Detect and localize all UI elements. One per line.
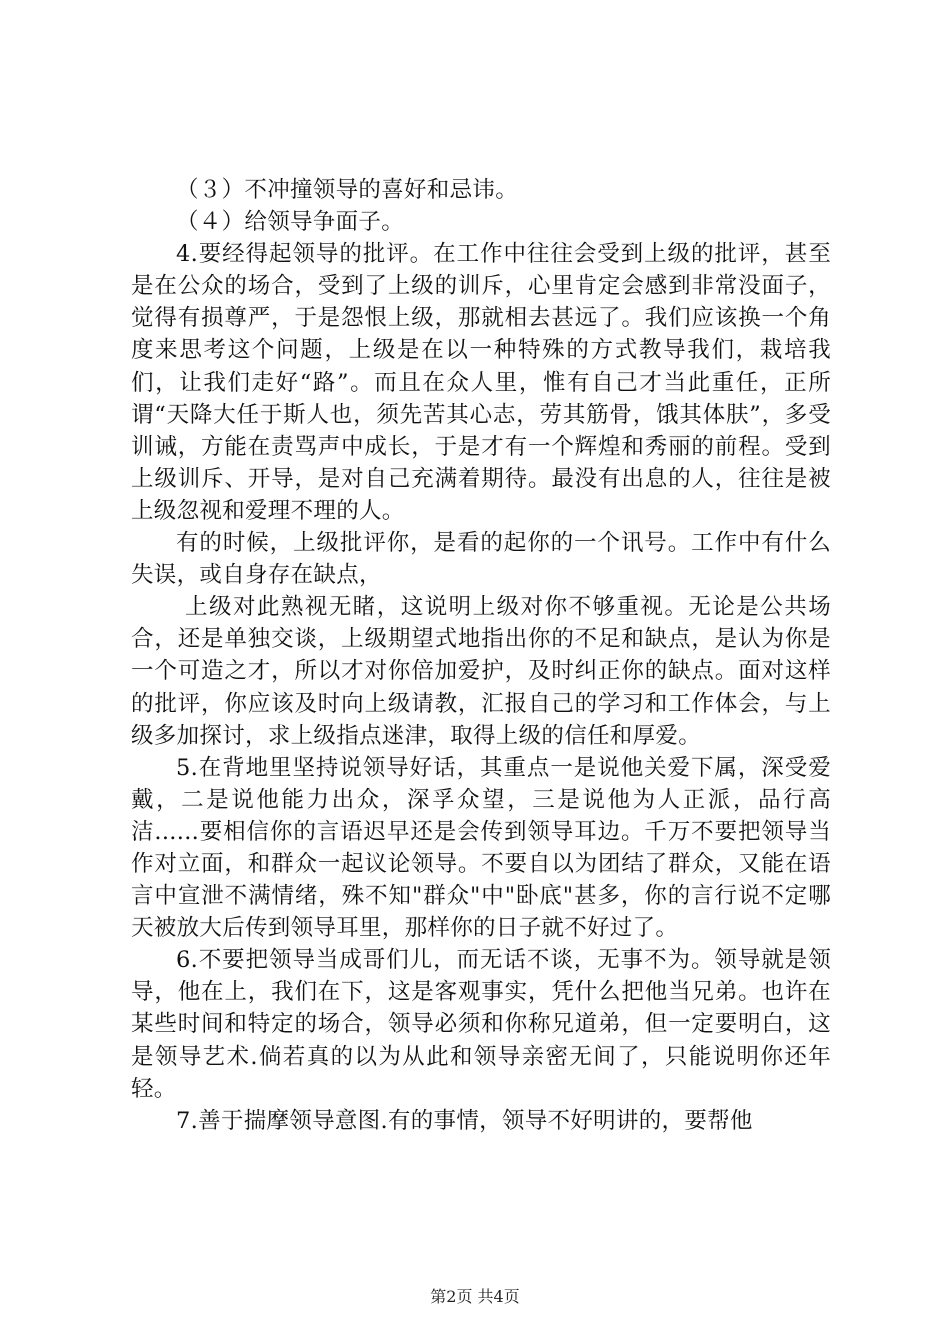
paragraph-criticism-continued: 上级对此熟视无睹，这说明上级对你不够重视。无论是公共场合，还是单独交谈，上级期望式地指出你的不足和缺点，是认为你是一个可造之才，所以才对你倍加爱护，及时纠正你的缺点。面对这样的批评，你应该及时向上级请教，汇报自己的学习和工作体会，与上级多加探讨，求上级指点迷津，取得上级的信任和厚爱。 (131, 594, 831, 749)
page-footer: 第2页 共4页 (430, 1287, 520, 1306)
paragraph-section-7: 7.善于揣摩领导意图.有的事情，领导不好明讲的，要帮他 (176, 1107, 753, 1134)
document-body (131, 174, 831, 1137)
paragraph-criticism-signal: 有的时候，上级批评你，是看的起你的一个讯号。工作中有什么失误，或自身存在缺点， (131, 530, 831, 589)
paragraph-section-4: 4.要经得起领导的批评。在工作中往往会受到上级的批评，甚至是在公众的场合，受到了上级的训斥，心里肯定会感到非常没面子，觉得有损尊严，于是怨恨上级，那就相去甚远了。我们应该换一个角度来思考这个问题，上级是在以一种特殊的方式教导我们，栽培我们，让我们走好“路”。而且在众人里，惟有自己才当此重任，正所谓“天降大任于斯人也，须先苦其心志，劳其筋骨，饿其体肤”，多受训诫，方能在责骂声中成长，于是才有一个辉煌和秀丽的前程。受到上级训斥、开导，是对自己充满着期待。最没有出息的人，往往是被上级忽视和爱理不理的人。 (131, 241, 831, 524)
paragraph-section-6: 6.不要把领导当成哥们儿，而无话不谈，无事不为。领导就是领导，他在上，我们在下，这是客观事实，凭什么把他当兄弟。也许在某些时间和特定的场合，领导必须和你称兄道弟，但一定要明白，这是领导艺术.倘若真的以为从此和领导亲密无间了，只能说明你还年轻。 (131, 947, 831, 1102)
paragraph-item-4: （４）给领导争面子。 (176, 209, 405, 236)
paragraph-item-3: （３）不冲撞领导的喜好和忌讳。 (176, 177, 519, 203)
paragraph-section-5: 5.在背地里坚持说领导好话，其重点一是说他关爱下属，深受爱戴，二是说他能力出众，深孚众望，三是说他为人正派，品行高洁......要相信你的言语迟早还是会传到领导耳边。千万不要把领导当作对立面，和群众一起议论领导。不要自以为团结了群众，又能在语言中宣泄不满情绪，殊不知"群众"中"卧底"甚多，你的言行说不定哪天被放大后传到领导耳里，那样你的日子就不好过了。 (131, 754, 831, 942)
